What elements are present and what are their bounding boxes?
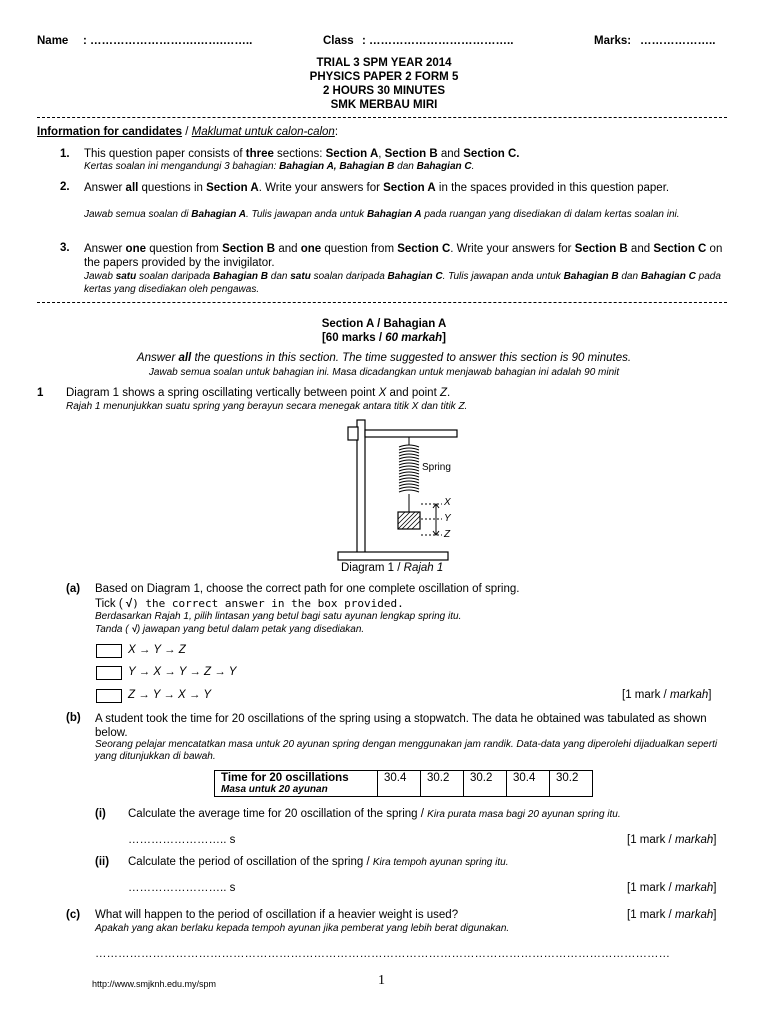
question-1-text: Diagram 1 shows a spring oscillating vertically between point X and point Z. [66, 387, 451, 399]
oscillation-table [214, 770, 593, 797]
info-item-2: Answer all questions in Section A. Write your answers for Section A in the spaces provided in this question paper. [84, 182, 670, 194]
part-b-i-label: (i) [95, 808, 106, 820]
info-item-2-my: Jawab semua soalan di Bahagian A. Tulis jawapan anda untuk Bahagian A pada ruangan yang disediakan di dalam kertas soalan ini. [84, 209, 680, 220]
table-cell: 30.2 [464, 771, 507, 797]
part-b-ii-text: Calculate the period of oscillation of the spring / Kira tempoh ayunan spring itu. [128, 856, 509, 868]
info-item-3-number: 3. [60, 242, 70, 254]
diagram-1-caption: Diagram 1 / Rajah 1 [341, 562, 444, 574]
section-marks: [60 marks / 60 markah] [321, 332, 447, 344]
table-cell: 30.4 [378, 771, 421, 797]
divider-info [37, 302, 727, 303]
info-item-2-number: 2. [60, 181, 70, 193]
point-z-label: Z [444, 529, 451, 540]
part-b-ii-answer[interactable]: …………………….. s [128, 882, 236, 894]
option-1-label: X → Y → Z [128, 644, 186, 656]
spring-coils [399, 445, 419, 492]
title-line-3: 2 HOURS 30 MINUTES [322, 85, 446, 97]
point-y-label: Y [444, 513, 451, 524]
page-number: 1 [378, 973, 385, 988]
class-label: Class [323, 35, 354, 47]
info-heading [37, 126, 338, 138]
part-a-label: (a) [66, 583, 81, 595]
part-b-ii-marks: [1 mark / markah] [627, 882, 717, 894]
info-item-3-my: Jawab satu soalan daripada Bahagian B dan satu soalan daripada Bahagian C. Tulis jawapan anda untuk Bahagian B dan Bahagian C pada kertas yang disediakan oleh pengawas. [84, 271, 721, 295]
part-b-text-my: Seorang pelajar mencatatkan masa untuk 20 ayunan spring dengan menggunakan jam randik. Data-data yang diperolehi dijadualkan seperti yang ditunjukkan di bawah. [95, 739, 718, 762]
part-b-label: (b) [66, 712, 81, 724]
part-b-i-marks: [1 mark / markah] [627, 834, 717, 846]
part-b-i-answer[interactable]: …………………….. s [128, 834, 236, 846]
info-heading-sep: / [182, 126, 192, 138]
question-1-number: 1 [37, 387, 44, 399]
title-line-1: TRIAL 3 SPM YEAR 2014 [316, 57, 452, 69]
option-3-checkbox[interactable] [96, 689, 122, 703]
clamp-arm [365, 430, 457, 437]
part-c-text-my: Apakah yang akan berlaku kepada tempoh ayunan jika pemberat yang lebih berat digunakan. [95, 923, 510, 934]
paper-title [0, 56, 768, 112]
clamp-boss [348, 427, 358, 440]
part-a-marks: [1 mark / markah] [622, 689, 712, 701]
part-a-text: Based on Diagram 1, choose the correct path for one complete oscillation of spring. [95, 583, 520, 595]
divider-top [37, 117, 727, 118]
marks-field[interactable]: ……………….. [640, 35, 716, 47]
part-b-ii-label: (ii) [95, 856, 110, 868]
diagram-1 [330, 418, 460, 566]
part-c-answer-line[interactable]: …………………………………………………………………………………………………………………………………… [95, 948, 670, 960]
question-1-text-my: Rajah 1 menunjukkan suatu spring yang berayun secara menegak antara titik X dan titik Z. [66, 401, 468, 412]
name-field[interactable]: : ……………………….…….…….. [83, 35, 253, 47]
option-2-label: Y → X → Y → Z → Y [128, 666, 237, 678]
marks-label: Marks: [594, 35, 632, 47]
option-3-label: Z → Y → X → Y [128, 689, 212, 701]
title-line-2: PHYSICS PAPER 2 FORM 5 [309, 71, 459, 83]
option-2-checkbox[interactable] [96, 666, 122, 680]
section-instruction: Answer all the questions in this section. The time suggested to answer this section is 90 minutes. [136, 352, 632, 364]
section-instruction-my: Jawab semua soalan untuk bahagian ini. Masa dicadangkan untuk menjawab bahagian ini adalah 90 minit [148, 367, 620, 378]
class-field[interactable]: : ……………………………….. [362, 35, 514, 47]
part-b-i-text: Calculate the average time for 20 oscillation of the spring / Kira purata masa bagi 20 ayunan spring itu. [128, 808, 621, 820]
part-c-marks: [1 mark / markah] [627, 909, 717, 921]
part-a-tick-instruction: Tick ( √) the correct answer in the box provided. [95, 597, 404, 610]
info-heading-en: Information for candidates [37, 126, 183, 138]
table-header: Time for 20 oscillations Masa untuk 20 ayunan [215, 771, 378, 797]
section-title: Section A / Bahagian A [321, 318, 447, 330]
info-item-3: Answer one question from Section B and one question from Section C. Write your answers for Section B and Section C on the papers provided by the invigilator. [84, 243, 723, 269]
spring-label: Spring [422, 462, 451, 473]
part-c-label: (c) [66, 909, 81, 921]
info-item-1-my: Kertas soalan ini mengandungi 3 bahagian: Bahagian A, Bahagian B dan Bahagian C. [84, 161, 475, 172]
footer-url: http://www.smjknh.edu.my/spm [92, 979, 217, 989]
info-item-1-number: 1. [60, 148, 70, 160]
part-a-tick-my: Tanda ( √) jawapan yang betul dalam petak yang disediakan. [95, 624, 365, 635]
table-cell: 30.2 [550, 771, 593, 797]
title-line-4: SMK MERBAU MIRI [330, 99, 438, 111]
info-heading-my: Maklumat untuk calon-calon [191, 126, 335, 138]
stand-base [338, 552, 448, 560]
info-heading-colon: : [334, 126, 339, 138]
part-b-text: A student took the time for 20 oscillations of the spring using a stopwatch. The data he obtained was tabulated as shown below. [95, 713, 707, 739]
table-row [215, 771, 593, 797]
displacement-markers [421, 504, 442, 535]
name-label: Name [37, 35, 69, 47]
point-x-label: X [444, 497, 451, 508]
part-c-text: What will happen to the period of oscillation if a heavier weight is used? [95, 909, 459, 921]
table-cell: 30.4 [507, 771, 550, 797]
tick-icon: √ [125, 598, 133, 610]
part-a-text-my: Berdasarkan Rajah 1, pilih lintasan yang betul bagi satu ayunan lengkap spring itu. [95, 611, 462, 622]
option-1-checkbox[interactable] [96, 644, 122, 658]
info-item-1: This question paper consists of three sections: Section A, Section B and Section C. [84, 148, 520, 160]
table-cell: 30.2 [421, 771, 464, 797]
